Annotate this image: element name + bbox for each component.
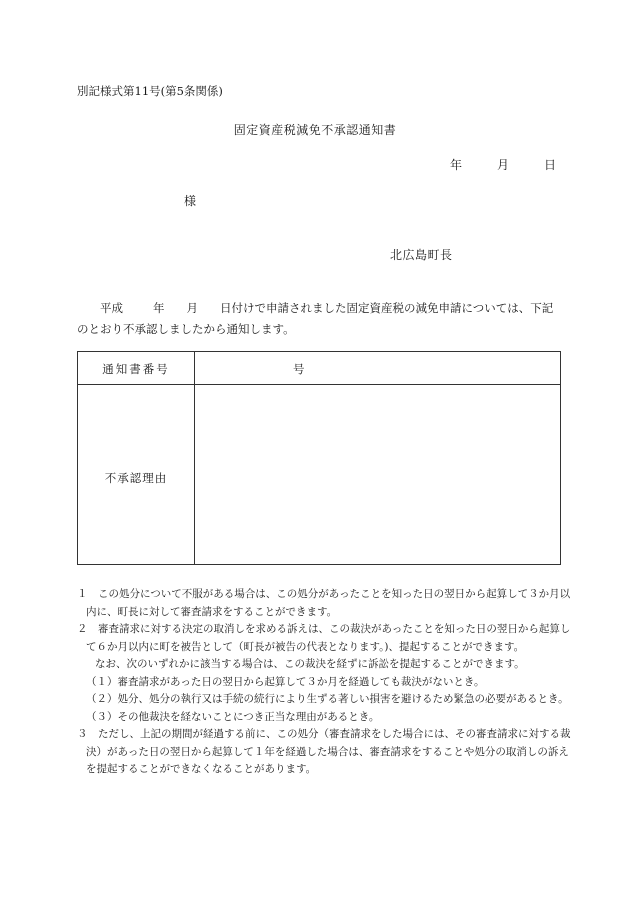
addressee-suffix: 様 bbox=[184, 194, 197, 208]
body-era: 平成 bbox=[100, 301, 123, 315]
date-year-label: 年 bbox=[450, 158, 463, 172]
note-line: 内に、町長に対して審査請求をすることができます。 bbox=[86, 605, 338, 618]
document-title: 固定資産税減免不承認通知書 bbox=[233, 123, 397, 137]
form-number: 別記様式第11号(第5条関係) bbox=[77, 84, 223, 98]
notice-body bbox=[77, 298, 562, 340]
notice-body-line-2: のとおり不承認しましたから通知します。 bbox=[77, 322, 295, 336]
appeal-notes bbox=[77, 586, 571, 779]
note-line: （３）その他裁決を経ないことにつき正当な理由があるとき。 bbox=[86, 710, 380, 723]
body-month: 月 bbox=[186, 301, 198, 315]
note-line: １ この処分について不服がある場合は、この処分があったことを知った日の翌日から起算して３か月以 bbox=[77, 588, 571, 600]
note-line: て６か月以内に町を被告として（町長が被告の代表となります。)、提起することができます。 bbox=[86, 640, 525, 653]
date-day-label: 日 bbox=[544, 158, 557, 172]
rejection-reason-label: 不承認理由 bbox=[104, 471, 168, 485]
notice-number-suffix: 号 bbox=[293, 362, 305, 376]
note-line: ２ 審査請求に対する決定の取消しを求める訴えは、この裁決があったことを知った日の翌日から起算し bbox=[77, 623, 571, 635]
notice-number-label: 通知書番号 bbox=[102, 362, 170, 376]
note-line: （２）処分、処分の執行又は手続の続行により生ずる著しい損害を避けるため緊急の必要があるとき。 bbox=[86, 693, 569, 705]
note-line: なお、次のいずれかに該当する場合は、この裁決を経ずに訴訟を提起することができます。 bbox=[95, 658, 525, 670]
note-line: ３ ただし、上記の期間が経過する前に、この処分（審査請求をした場合には、その審査請求に対する裁 bbox=[77, 728, 571, 740]
note-line: （１）審査請求があった日の翌日から起算して３か月を経過しても裁決がないとき。 bbox=[86, 675, 485, 688]
note-line: 決）があった日の翌日から起算して１年を経過した場合は、審査請求をすることや処分の取消しの訴え bbox=[86, 745, 569, 758]
notice-body-line-1 bbox=[77, 298, 562, 319]
notice-table bbox=[77, 351, 561, 565]
body-rest-line-1: 日付けで申請されました固定資産税の減免申請については、下記 bbox=[220, 301, 554, 315]
date-month-label: 月 bbox=[497, 158, 510, 172]
body-year: 年 bbox=[153, 301, 165, 315]
table-column-divider bbox=[194, 352, 195, 564]
issuer-name: 北広島町長 bbox=[390, 248, 453, 262]
note-line: を提起することができなくなることがあります。 bbox=[86, 763, 317, 775]
